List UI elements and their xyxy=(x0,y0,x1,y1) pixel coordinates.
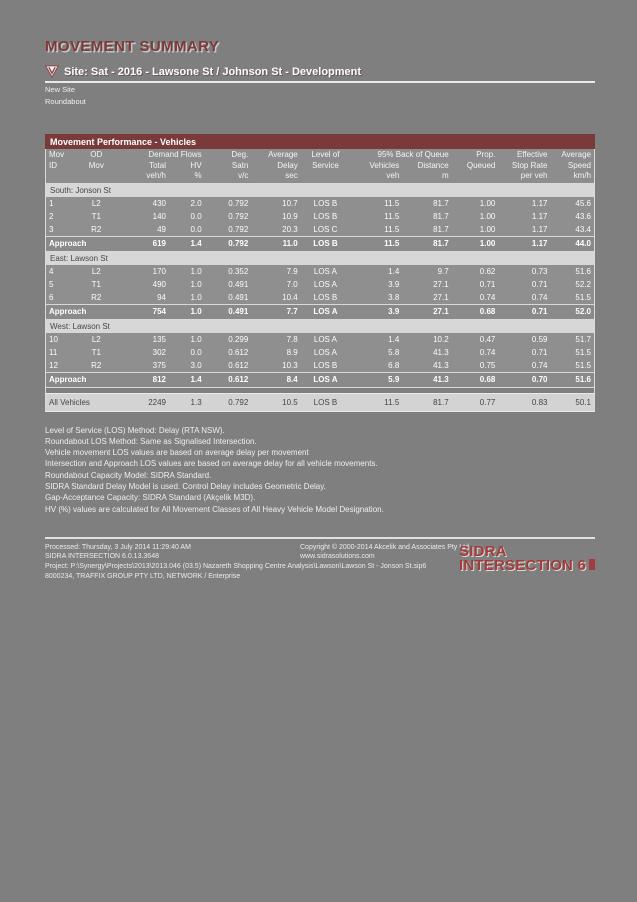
report-content xyxy=(45,0,595,581)
movement-cell: 10.4 xyxy=(251,291,300,305)
movement-cell: 41.3 xyxy=(402,346,451,359)
approach-cell: 1.4 xyxy=(169,372,205,387)
approach-cell: 1.0 xyxy=(169,304,205,319)
movement-cell: 94 xyxy=(117,291,169,305)
footnote: Vehicle movement LOS values are based on average delay per movement xyxy=(45,448,309,458)
movement-cell: 5.8 xyxy=(350,346,402,359)
movement-cell: 2 xyxy=(46,210,76,223)
movement-cell: 27.1 xyxy=(402,278,451,291)
movement-cell: 0.792 xyxy=(205,210,252,223)
footnote: Gap-Acceptance Capacity: SIDRA Standard (Akçelik M3D). xyxy=(45,493,256,503)
approach-row xyxy=(46,372,595,387)
col-average-speed: Average xyxy=(550,149,594,160)
movement-cell: 0.792 xyxy=(205,197,252,210)
movement-cell: 0.352 xyxy=(205,265,252,278)
processed-timestamp: Processed: Thursday, 3 July 2014 11:29:40 AM xyxy=(45,543,191,551)
movement-cell: 51.5 xyxy=(550,359,594,373)
movement-cell: 3.8 xyxy=(350,291,402,305)
table-body xyxy=(46,183,595,411)
movement-cell: 10 xyxy=(46,333,76,346)
footer-divider xyxy=(45,537,595,539)
movement-cell: 3.0 xyxy=(169,359,205,373)
all-vehicles-cell: 0.83 xyxy=(498,393,550,411)
section-label: South: Jonson St xyxy=(46,183,595,197)
col-speed: Speed xyxy=(550,160,594,171)
all-vehicles-cell: 0.77 xyxy=(452,393,499,411)
movement-cell: 0.71 xyxy=(498,278,550,291)
movement-cell: R2 xyxy=(76,223,117,237)
movement-cell: 51.5 xyxy=(550,291,594,305)
col-mov2: Mov xyxy=(76,160,117,171)
unit-vc: v/c xyxy=(205,170,252,183)
footnote: SIDRA Standard Delay Model is used. Control Delay includes Geometric Delay. xyxy=(45,481,326,491)
all-vehicles-cell: 2249 xyxy=(117,393,169,411)
col-queued: Queued xyxy=(452,160,499,171)
approach-row xyxy=(46,236,595,251)
col-vehicles: Vehicles xyxy=(350,160,402,171)
approach-label: Approach xyxy=(46,304,117,319)
movement-cell: 1.4 xyxy=(350,333,402,346)
movement-cell: 0.71 xyxy=(452,278,499,291)
movement-row xyxy=(46,333,595,346)
movement-cell: 11 xyxy=(46,346,76,359)
col-service: Service xyxy=(301,160,350,171)
movement-cell: 11.5 xyxy=(350,223,402,237)
section-row xyxy=(46,183,595,197)
movement-cell: 0.47 xyxy=(452,333,499,346)
approach-cell: 812 xyxy=(117,372,169,387)
movement-cell: 10.2 xyxy=(402,333,451,346)
movement-performance-table xyxy=(45,134,595,412)
approach-cell: 754 xyxy=(117,304,169,319)
software-version: SIDRA INTERSECTION 6.0.13.3648 xyxy=(45,552,159,560)
all-vehicles-label: All Vehicles xyxy=(46,393,117,411)
movement-cell: 0.74 xyxy=(452,346,499,359)
website-link[interactable]: www.sidrasolutions.com xyxy=(300,552,375,560)
movement-cell: 4 xyxy=(46,265,76,278)
approach-cell: 5.9 xyxy=(350,372,402,387)
approach-cell: 52.0 xyxy=(550,304,594,319)
movement-cell: 6.8 xyxy=(350,359,402,373)
movement-cell: 0.299 xyxy=(205,333,252,346)
approach-cell: LOS A xyxy=(301,372,350,387)
movement-cell: LOS A xyxy=(301,278,350,291)
movement-cell: LOS B xyxy=(301,197,350,210)
movement-cell: LOS B xyxy=(301,291,350,305)
movement-cell: 51.5 xyxy=(550,346,594,359)
movement-cell: 0.73 xyxy=(498,265,550,278)
approach-cell: 619 xyxy=(117,236,169,251)
movement-cell: 302 xyxy=(117,346,169,359)
movement-cell: 81.7 xyxy=(402,210,451,223)
section-row xyxy=(46,251,595,265)
movement-cell: 140 xyxy=(117,210,169,223)
approach-cell: 0.70 xyxy=(498,372,550,387)
sidra-triangle-icon xyxy=(45,65,59,78)
movement-cell: T1 xyxy=(76,210,117,223)
all-vehicles-cell: 11.5 xyxy=(350,393,402,411)
movement-cell: 7.9 xyxy=(251,265,300,278)
movement-cell: 1.00 xyxy=(452,210,499,223)
movement-cell: 41.3 xyxy=(402,359,451,373)
approach-cell: 11.0 xyxy=(251,236,300,251)
movement-cell: 43.4 xyxy=(550,223,594,237)
approach-label: Approach xyxy=(46,372,117,387)
movement-cell: 10.9 xyxy=(251,210,300,223)
col-mov: Mov xyxy=(46,149,76,160)
col-stop-rate: Stop Rate xyxy=(498,160,550,171)
movement-cell: 0.59 xyxy=(498,333,550,346)
movement-cell: 135 xyxy=(117,333,169,346)
movement-row xyxy=(46,265,595,278)
site-name: New Site xyxy=(45,85,76,94)
movement-cell: 1.17 xyxy=(498,197,550,210)
sidra-intersection-logo xyxy=(459,542,595,574)
footer-left xyxy=(45,543,300,561)
section-label: East: Lawson St xyxy=(46,251,595,265)
col-prop: Prop. xyxy=(452,149,499,160)
site-title: Site: Sat - 2016 - Lawsone St / Johnson St - Development xyxy=(64,65,362,78)
all-vehicles-cell: 1.3 xyxy=(169,393,205,411)
movement-cell: 81.7 xyxy=(402,223,451,237)
movement-cell: 375 xyxy=(117,359,169,373)
movement-cell: 81.7 xyxy=(402,197,451,210)
movement-cell: 1.0 xyxy=(169,278,205,291)
movement-cell: 49 xyxy=(117,223,169,237)
col-satn: Satn xyxy=(205,160,252,171)
movement-cell: 45.6 xyxy=(550,197,594,210)
all-vehicles-cell: 10.5 xyxy=(251,393,300,411)
approach-cell: 1.4 xyxy=(169,236,205,251)
col-distance: Distance xyxy=(402,160,451,171)
movement-cell: 10.3 xyxy=(251,359,300,373)
unit-kmh: km/h xyxy=(550,170,594,183)
col-od: OD xyxy=(76,149,117,160)
approach-cell: 8.4 xyxy=(251,372,300,387)
col-demand-flows: Demand Flows xyxy=(117,149,205,160)
movement-cell: 0.74 xyxy=(498,291,550,305)
approach-cell: 51.6 xyxy=(550,372,594,387)
approach-cell: 27.1 xyxy=(402,304,451,319)
footnote: Roundabout LOS Method: Same as Signalised Intersection. xyxy=(45,436,257,446)
unit-m: m xyxy=(402,170,451,183)
movement-cell: L2 xyxy=(76,197,117,210)
movement-cell: 7.8 xyxy=(251,333,300,346)
approach-cell: 0.71 xyxy=(498,304,550,319)
movement-table xyxy=(45,149,595,412)
footnote: Roundabout Capacity Model: SIDRA Standard. xyxy=(45,470,212,480)
movement-cell: LOS B xyxy=(301,210,350,223)
movement-cell: 6 xyxy=(46,291,76,305)
approach-cell: 0.68 xyxy=(452,304,499,319)
movement-cell: 5 xyxy=(46,278,76,291)
approach-cell: 0.792 xyxy=(205,236,252,251)
approach-cell: 44.0 xyxy=(550,236,594,251)
logo-line-1: SIDRA xyxy=(459,542,507,560)
movement-cell: LOS A xyxy=(301,265,350,278)
footnote: Intersection and Approach LOS values are based on average delay for all vehicle movements. xyxy=(45,459,378,469)
col-delay: Delay xyxy=(251,160,300,171)
movement-cell: 1.00 xyxy=(452,197,499,210)
movement-cell: 0.74 xyxy=(498,359,550,373)
movement-cell: 0.75 xyxy=(452,359,499,373)
movement-cell: R2 xyxy=(76,291,117,305)
movement-cell: LOS B xyxy=(301,359,350,373)
movement-cell: 0.612 xyxy=(205,359,252,373)
logo-line-2: INTERSECTION 6 xyxy=(459,559,595,573)
all-vehicles-cell: 50.1 xyxy=(550,393,594,411)
copyright-text: Copyright © 2000-2014 Akcelik and Associates Pty Ltd xyxy=(300,543,469,551)
col-id: ID xyxy=(46,160,76,171)
approach-cell: LOS B xyxy=(301,236,350,251)
movement-cell: LOS A xyxy=(301,346,350,359)
table-title: Movement Performance - Vehicles xyxy=(45,134,595,149)
section-row xyxy=(46,319,595,333)
table-header xyxy=(46,149,595,183)
movement-row xyxy=(46,291,595,305)
movement-cell: 9.7 xyxy=(402,265,451,278)
movement-row xyxy=(46,210,595,223)
col-queue: 95% Back of Queue xyxy=(350,149,452,160)
col-deg: Deg. xyxy=(205,149,252,160)
approach-cell: 0.491 xyxy=(205,304,252,319)
logo-block-icon xyxy=(589,559,595,570)
movement-cell: 0.74 xyxy=(452,291,499,305)
unit-sec: sec xyxy=(251,170,300,183)
footer xyxy=(45,543,595,581)
movement-cell: 430 xyxy=(117,197,169,210)
movement-cell: 0.491 xyxy=(205,278,252,291)
movement-cell: R2 xyxy=(76,359,117,373)
movement-cell: 3.9 xyxy=(350,278,402,291)
col-hv: HV xyxy=(169,160,205,171)
all-vehicles-cell: 81.7 xyxy=(402,393,451,411)
movement-cell: 0.792 xyxy=(205,223,252,237)
project-path: Project: P:\Synergy\Projects\2013\2013.046 (03.5) Nazareth Shopping Centre Analysis\Lawson\Lawson St - Jonson St.sip6 xyxy=(45,562,427,570)
movement-cell: LOS A xyxy=(301,333,350,346)
approach-cell: 3.9 xyxy=(350,304,402,319)
movement-cell: 7.0 xyxy=(251,278,300,291)
col-level-of: Level of xyxy=(301,149,350,160)
all-vehicles-row xyxy=(46,393,595,411)
movement-row xyxy=(46,223,595,237)
movement-cell: 0.0 xyxy=(169,346,205,359)
unit-blank-4 xyxy=(452,170,499,183)
approach-label: Approach xyxy=(46,236,117,251)
approach-cell: 0.68 xyxy=(452,372,499,387)
footnote: HV (%) values are calculated for All Movement Classes of All Heavy Vehicle Model Designation. xyxy=(45,504,384,514)
movement-row xyxy=(46,346,595,359)
movement-cell: 170 xyxy=(117,265,169,278)
unit-pct: % xyxy=(169,170,205,183)
col-average-delay: Average xyxy=(251,149,300,160)
unit-blank-3 xyxy=(301,170,350,183)
movement-cell: 0.0 xyxy=(169,223,205,237)
footnote: Level of Service (LOS) Method: Delay (RTA NSW). xyxy=(45,425,225,435)
approach-row xyxy=(46,304,595,319)
movement-cell: 1 xyxy=(46,197,76,210)
movement-cell: 1.0 xyxy=(169,265,205,278)
movement-cell: 43.6 xyxy=(550,210,594,223)
movement-cell: 11.5 xyxy=(350,210,402,223)
approach-cell: LOS A xyxy=(301,304,350,319)
movement-row xyxy=(46,197,595,210)
license-info: 8000234, TRAFFIX GROUP PTY LTD, NETWORK / Enterprise xyxy=(45,572,241,580)
movement-cell: 1.0 xyxy=(169,333,205,346)
movement-cell: T1 xyxy=(76,346,117,359)
movement-cell: 27.1 xyxy=(402,291,451,305)
unit-per-veh: per veh xyxy=(498,170,550,183)
approach-cell: 1.17 xyxy=(498,236,550,251)
movement-cell: 1.17 xyxy=(498,210,550,223)
movement-cell: 0.491 xyxy=(205,291,252,305)
movement-cell: 1.00 xyxy=(452,223,499,237)
approach-cell: 81.7 xyxy=(402,236,451,251)
movement-cell: 1.0 xyxy=(169,291,205,305)
site-header xyxy=(45,65,595,83)
approach-cell: 0.612 xyxy=(205,372,252,387)
all-vehicles-cell: LOS B xyxy=(301,393,350,411)
movement-cell: 52.2 xyxy=(550,278,594,291)
unit-vehh: veh/h xyxy=(117,170,169,183)
approach-cell: 41.3 xyxy=(402,372,451,387)
movement-cell: 0.0 xyxy=(169,210,205,223)
footnotes xyxy=(45,425,595,515)
unit-blank-1 xyxy=(46,170,76,183)
movement-cell: 490 xyxy=(117,278,169,291)
movement-cell: 2.0 xyxy=(169,197,205,210)
movement-cell: 8.9 xyxy=(251,346,300,359)
movement-cell: 12 xyxy=(46,359,76,373)
movement-cell: 11.5 xyxy=(350,197,402,210)
page-title: MOVEMENT SUMMARY xyxy=(45,38,220,55)
col-total: Total xyxy=(117,160,169,171)
movement-cell: 1.4 xyxy=(350,265,402,278)
unit-veh: veh xyxy=(350,170,402,183)
movement-cell: 20.3 xyxy=(251,223,300,237)
unit-blank-2 xyxy=(76,170,117,183)
movement-cell: 0.612 xyxy=(205,346,252,359)
all-vehicles-cell: 0.792 xyxy=(205,393,252,411)
movement-cell: 51.7 xyxy=(550,333,594,346)
movement-cell: 0.62 xyxy=(452,265,499,278)
movement-cell: 51.6 xyxy=(550,265,594,278)
section-label: West: Lawson St xyxy=(46,319,595,333)
movement-cell: 10.7 xyxy=(251,197,300,210)
site-type: Roundabout xyxy=(45,96,86,106)
movement-cell: T1 xyxy=(76,278,117,291)
movement-cell: L2 xyxy=(76,333,117,346)
approach-cell: 11.5 xyxy=(350,236,402,251)
movement-row xyxy=(46,278,595,291)
movement-cell: 0.71 xyxy=(498,346,550,359)
movement-cell: LOS C xyxy=(301,223,350,237)
movement-row xyxy=(46,359,595,373)
footer-right xyxy=(300,543,480,561)
approach-cell: 1.00 xyxy=(452,236,499,251)
movement-cell: L2 xyxy=(76,265,117,278)
movement-cell: 3 xyxy=(46,223,76,237)
movement-cell: 1.17 xyxy=(498,223,550,237)
approach-cell: 7.7 xyxy=(251,304,300,319)
col-effective: Effective xyxy=(498,149,550,160)
